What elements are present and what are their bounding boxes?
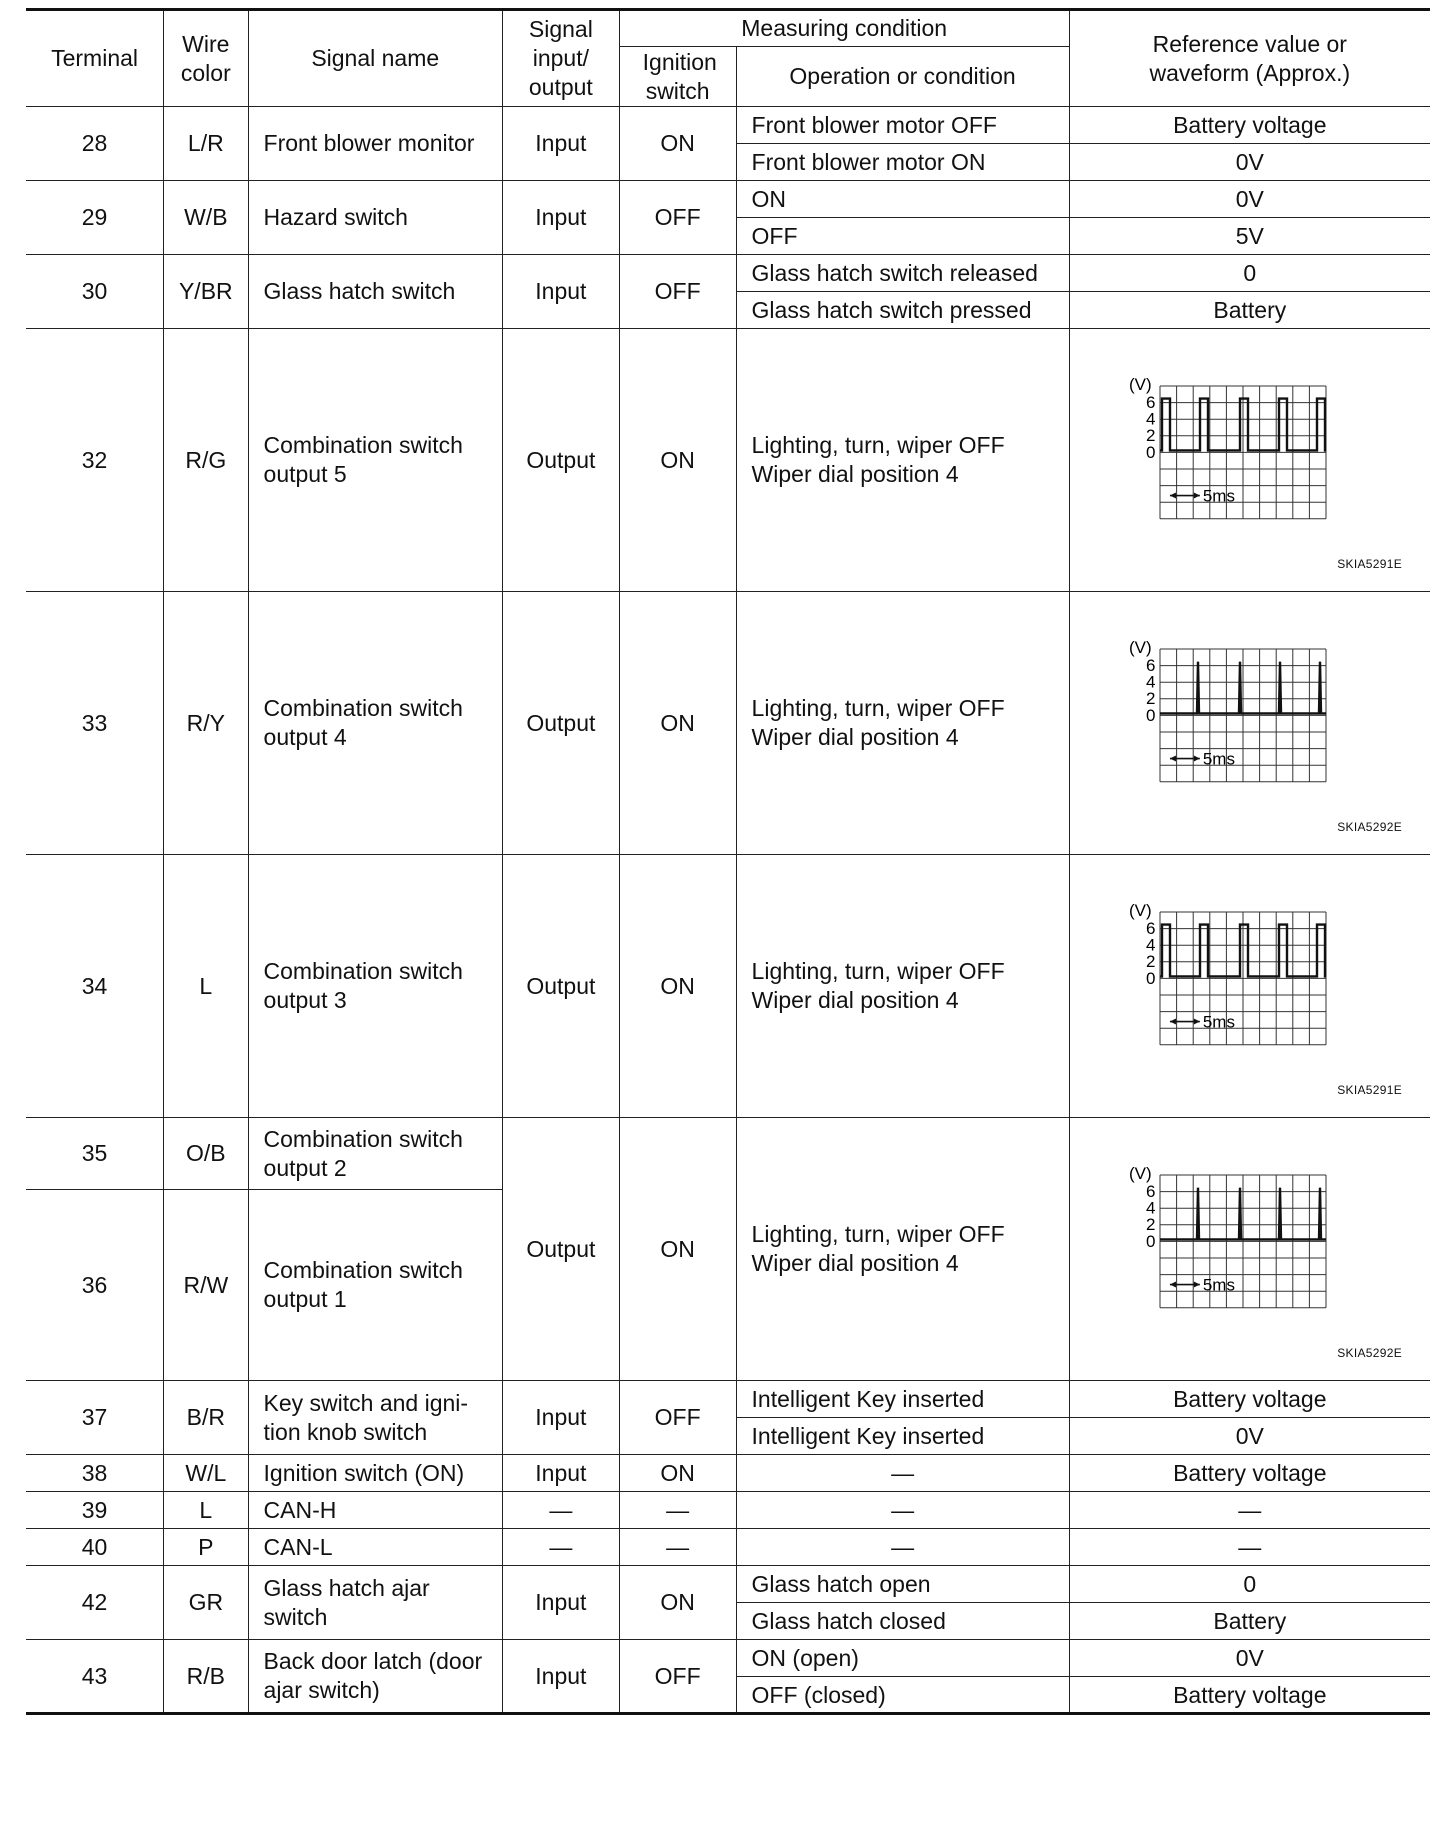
ignition-cell: ON [619,592,736,855]
signal-io-cell: Output [502,1118,619,1381]
signal-name-cell: Hazard switch [248,181,502,255]
waveform-graph [1070,856,1382,1116]
waveform-cell [1069,1118,1430,1381]
table-row [26,255,1430,292]
signal-io-cell: Input [502,107,619,181]
y-tick-label: 4 [1145,1198,1156,1218]
signal-io-cell: Input [502,1381,619,1455]
header-measuring-condition: Measuring condition [619,10,1069,47]
wire-color-cell: R/G [164,329,248,592]
terminal-cell: 43 [26,1640,164,1714]
terminal-reference-table-sheet [26,8,1430,1715]
time-scale-arrow [1193,493,1199,499]
table-row [26,329,1430,592]
reference-cell: 0 [1069,1566,1430,1603]
reference-cell: Battery voltage [1069,1677,1430,1714]
header-operation: Operation or condition [736,47,1069,107]
time-scale-label: 5ms [1202,1275,1235,1295]
table-row [26,181,1430,218]
y-tick-label: 6 [1145,1182,1156,1201]
waveform-cell [1069,855,1430,1118]
wire-color-cell: L [164,855,248,1118]
waveform-code: SKIA5292E [1337,1346,1402,1360]
y-tick-label: 0 [1145,442,1156,462]
waveform-code: SKIA5292E [1337,820,1402,834]
y-tick-label: 4 [1145,409,1156,429]
signal-name-cell: Front blower monitor [248,107,502,181]
reference-cell: Battery voltage [1069,1381,1430,1418]
reference-cell: Battery [1069,1603,1430,1640]
axis-unit-label: (V) [1128,375,1152,394]
signal-name-cell: CAN-L [248,1529,502,1566]
waveform-graph [1070,1119,1382,1379]
condition-cell: OFF (closed) [736,1677,1069,1714]
time-scale-label: 5ms [1202,749,1235,769]
condition-cell: Front blower motor ON [736,144,1069,181]
signal-name-cell: Combination switch output 3 [248,855,502,1118]
wire-color-cell: L [164,1492,248,1529]
condition-cell: Lighting, turn, wiper OFF Wiper dial position 4 [736,592,1069,855]
wire-color-cell: W/L [164,1455,248,1492]
axis-unit-label: (V) [1128,1164,1152,1183]
condition-cell: — [736,1529,1069,1566]
header-ignition-switch: Ignition switch [619,47,736,107]
reference-cell: 0V [1069,181,1430,218]
y-tick-label: 2 [1145,952,1156,972]
signal-io-cell: Output [502,592,619,855]
condition-cell: — [736,1492,1069,1529]
condition-cell: Lighting, turn, wiper OFF Wiper dial position 4 [736,855,1069,1118]
signal-io-cell: Input [502,181,619,255]
time-scale-arrow [1170,756,1176,762]
y-tick-label: 2 [1145,1215,1156,1235]
ignition-cell: ON [619,1118,736,1381]
y-tick-label: 0 [1145,968,1156,988]
reference-cell: 0 [1069,255,1430,292]
table-row [26,1529,1430,1566]
reference-cell: 5V [1069,218,1430,255]
y-tick-label: 2 [1145,689,1156,709]
wire-color-cell: R/B [164,1640,248,1714]
ignition-cell: ON [619,1566,736,1640]
header-signal-io: Signal input/ output [502,10,619,107]
time-scale-label: 5ms [1202,486,1235,506]
terminal-cell: 42 [26,1566,164,1640]
signal-io-cell: — [502,1529,619,1566]
signal-name-cell: Glass hatch ajar switch [248,1566,502,1640]
terminal-cell: 33 [26,592,164,855]
header-signal-name: Signal name [248,10,502,107]
time-scale-label: 5ms [1202,1012,1235,1032]
ignition-cell: OFF [619,181,736,255]
y-tick-label: 6 [1145,656,1156,675]
signal-io-cell: Input [502,1566,619,1640]
ignition-cell: ON [619,107,736,181]
y-tick-label: 0 [1145,705,1156,725]
table-row [26,592,1430,855]
signal-name-cell: Glass hatch switch [248,255,502,329]
signal-io-cell: Input [502,1455,619,1492]
reference-cell: — [1069,1492,1430,1529]
terminal-cell: 29 [26,181,164,255]
signal-name-cell: Combination switch output 4 [248,592,502,855]
signal-io-cell: Input [502,1640,619,1714]
ignition-cell: ON [619,855,736,1118]
terminal-cell: 38 [26,1455,164,1492]
header-wire-color: Wire color [164,10,248,107]
header-reference: Reference value or waveform (Approx.) [1069,10,1430,107]
condition-cell: Intelligent Key inserted [736,1418,1069,1455]
ignition-cell: ON [619,329,736,592]
y-tick-label: 6 [1145,919,1156,938]
ignition-cell: ON [619,1455,736,1492]
ignition-cell: OFF [619,255,736,329]
signal-name-cell: Combination switch output 5 [248,329,502,592]
terminal-cell: 37 [26,1381,164,1455]
condition-cell: Lighting, turn, wiper OFF Wiper dial position 4 [736,329,1069,592]
reference-cell: Battery voltage [1069,1455,1430,1492]
axis-unit-label: (V) [1128,901,1152,920]
condition-cell: ON (open) [736,1640,1069,1677]
condition-cell: Intelligent Key inserted [736,1381,1069,1418]
waveform-graph [1070,593,1382,853]
ignition-cell: — [619,1529,736,1566]
reference-cell: Battery [1069,292,1430,329]
waveform-code: SKIA5291E [1337,1083,1402,1097]
terminal-reference-table [26,8,1430,1715]
ignition-cell: OFF [619,1381,736,1455]
y-tick-label: 2 [1145,426,1156,446]
signal-io-cell: Output [502,329,619,592]
signal-io-cell: — [502,1492,619,1529]
reference-cell: 0V [1069,1418,1430,1455]
y-tick-label: 4 [1145,935,1156,955]
terminal-cell: 39 [26,1492,164,1529]
terminal-cell: 40 [26,1529,164,1566]
condition-cell: Glass hatch closed [736,1603,1069,1640]
terminal-cell: 30 [26,255,164,329]
condition-cell: Lighting, turn, wiper OFF Wiper dial position 4 [736,1118,1069,1381]
terminal-cell: 34 [26,855,164,1118]
reference-cell: Battery voltage [1069,107,1430,144]
table-row [26,1566,1430,1603]
table-row [26,1492,1430,1529]
waveform-code: SKIA5291E [1337,557,1402,571]
y-tick-label: 4 [1145,672,1156,692]
ignition-cell: OFF [619,1640,736,1714]
axis-unit-label: (V) [1128,638,1152,657]
signal-name-cell: Combination switch output 2 [248,1118,502,1190]
condition-cell: — [736,1455,1069,1492]
wire-color-cell: R/Y [164,592,248,855]
terminal-cell: 36 [26,1190,164,1381]
signal-name-cell: Back door latch (door ajar switch) [248,1640,502,1714]
wire-color-cell: Y/BR [164,255,248,329]
wire-color-cell: P [164,1529,248,1566]
time-scale-arrow [1170,1019,1176,1025]
signal-io-cell: Input [502,255,619,329]
time-scale-arrow [1193,1019,1199,1025]
table-row [26,855,1430,1118]
condition-cell: Front blower motor OFF [736,107,1069,144]
header-terminal: Terminal [26,10,164,107]
table-row [26,1118,1430,1190]
wire-color-cell: W/B [164,181,248,255]
waveform-cell [1069,329,1430,592]
ignition-cell: — [619,1492,736,1529]
signal-name-cell: CAN-H [248,1492,502,1529]
waveform-graph [1070,330,1382,590]
signal-name-cell: Key switch and igni- tion knob switch [248,1381,502,1455]
condition-cell: Glass hatch open [736,1566,1069,1603]
table-row [26,107,1430,144]
condition-cell: ON [736,181,1069,218]
condition-cell: Glass hatch switch pressed [736,292,1069,329]
terminal-cell: 35 [26,1118,164,1190]
reference-cell: — [1069,1529,1430,1566]
y-tick-label: 6 [1145,393,1156,412]
wire-color-cell: L/R [164,107,248,181]
terminal-cell: 32 [26,329,164,592]
time-scale-arrow [1193,756,1199,762]
time-scale-arrow [1170,1282,1176,1288]
wire-color-cell: R/W [164,1190,248,1381]
condition-cell: OFF [736,218,1069,255]
wire-color-cell: O/B [164,1118,248,1190]
table-row [26,1455,1430,1492]
reference-cell: 0V [1069,1640,1430,1677]
signal-name-cell: Combination switch output 1 [248,1190,502,1381]
table-row [26,1640,1430,1677]
time-scale-arrow [1170,493,1176,499]
table-row [26,1381,1430,1418]
time-scale-arrow [1193,1282,1199,1288]
signal-io-cell: Output [502,855,619,1118]
terminal-cell: 28 [26,107,164,181]
reference-cell: 0V [1069,144,1430,181]
signal-name-cell: Ignition switch (ON) [248,1455,502,1492]
wire-color-cell: B/R [164,1381,248,1455]
wire-color-cell: GR [164,1566,248,1640]
waveform-cell [1069,592,1430,855]
y-tick-label: 0 [1145,1231,1156,1251]
condition-cell: Glass hatch switch released [736,255,1069,292]
